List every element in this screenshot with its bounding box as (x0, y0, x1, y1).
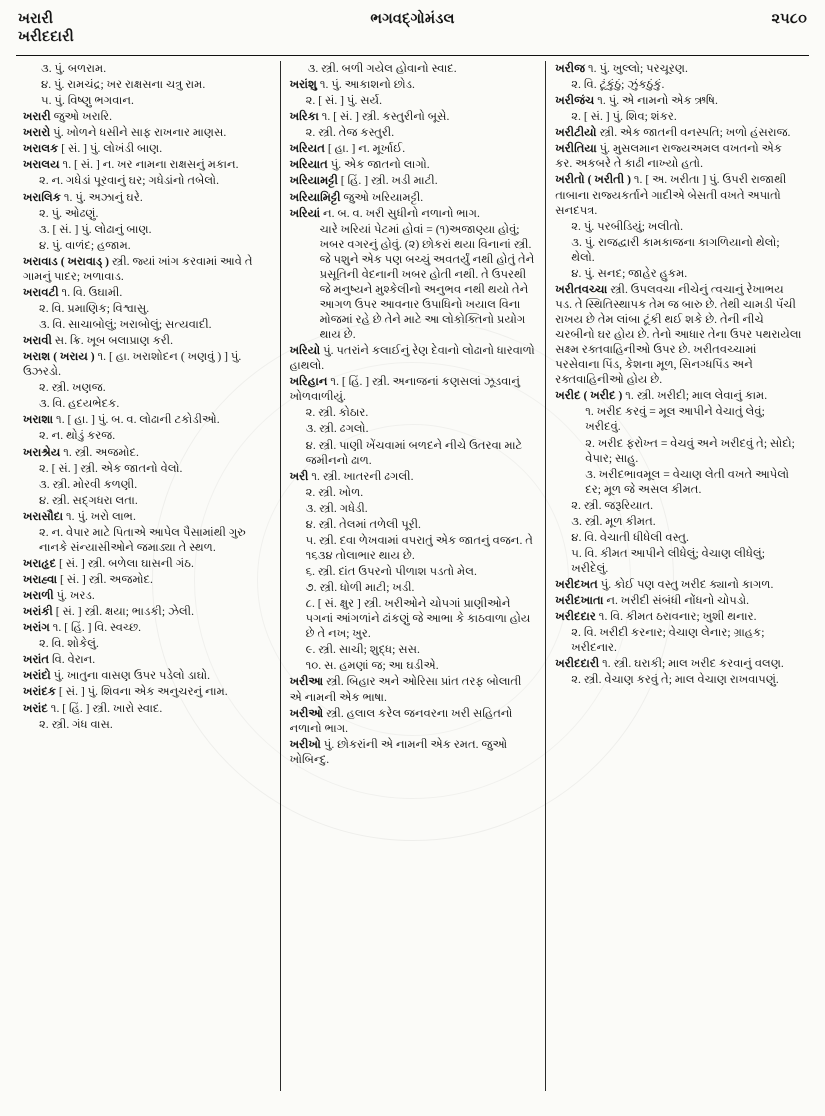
dictionary-entry (290, 469, 537, 484)
dictionary-entry (23, 349, 271, 379)
dictionary-sense: ૪. પું. સનદ; જાહેર હુકમ. (571, 266, 688, 280)
entry-text: જુઓ ખરિયામટ્ટી. (340, 190, 424, 204)
entry-text: સ્ત્રી. હલાલ કરેલ જનવરના ખરી સહિતનો નળાનો ભાગ. (289, 706, 513, 735)
dictionary-sense: ૪. સ્ત્રી. પાણી ખેંચવામાં બળદને નીચે ઉતરવા માટે જમીનનો ઢાળ. (305, 438, 523, 467)
dictionary-sense: ૨. ન. થોડું કરજ. (39, 429, 116, 443)
columns-container (14, 61, 811, 1091)
dictionary-sense: ૪. પું. વાળંદ; હજામ. (39, 238, 131, 252)
entry-text: ૧. પું. અઝાનું ઘરે. (60, 190, 143, 204)
entry-text: ૧. સ્ત્રી. ખરીદી; માલ લેવાનું કામ. (622, 389, 768, 403)
dictionary-sense: ૨. ખરીદ ફરોખ્ત = વેચવું અને ખરીદવું તે; સોદો; વેપાર; સાહુ. (585, 436, 795, 465)
dictionary-entry (23, 588, 271, 603)
dictionary-entry (23, 509, 271, 524)
entry-text: ૧. વિ. ઉઘામી. (58, 285, 123, 299)
entry-text: ૧. [ હા. ] પું. બ. વ. લોઢાની ટકોડીઓ. (53, 413, 220, 427)
dictionary-sense: ૨. સ્ત્રી. ગંધ વાસ. (39, 717, 113, 731)
dictionary-sense: ૨. સ્ત્રી. કોઠાર. (305, 406, 369, 420)
headword: ખરાશા (23, 413, 54, 427)
headword: ખરીજ (555, 62, 586, 75)
headword: ખરીદદારી (555, 657, 600, 671)
dictionary-entry (23, 684, 271, 699)
dictionary-sense: ૨. સ્ત્રી. જરૂરિયાત. (571, 498, 654, 512)
header-left (18, 10, 278, 46)
dictionary-sense: ૪. પું. રામચંદ્ર; ખર રાક્ષસના ચત્રુ રામ. (41, 78, 206, 92)
dictionary-entry (555, 388, 802, 403)
dictionary-entry (290, 173, 537, 188)
headword: ખરાવી (23, 334, 52, 348)
headword: ખરીદદાર (555, 610, 596, 624)
dictionary-sense: ૨. [ સં. ] પું. સર્ય. (305, 94, 383, 108)
headword: ખરાંગ (23, 621, 50, 635)
entry-text: ૧. સ્ત્રી. ઘરાકી; માલ ખરીદ કરવાનું વલણ. (599, 657, 784, 671)
headword: ખરાવાડ ( ખરાવાડ્ ) (23, 254, 110, 268)
dictionary-sense: ૩. પું. રાજદ્વારી કામકાજના કાગળિયાનો થેલો; થેલો. (571, 235, 780, 264)
dictionary-entry (555, 93, 802, 108)
dictionary-entry (23, 190, 271, 205)
dictionary-entry (555, 577, 802, 592)
dictionary-sense: ૨. વિ. ટૂંકુંઠું; ઝુંકઠુંકું. (571, 78, 665, 92)
entry-text: સ્ત્રી. જ્યાં ખાંગ કરવામાં આવે તે ગામનું પાદર; ખળાવાડ. (23, 254, 253, 283)
dictionary-sense: ૨. વિ. પ્રમાણિક; વિશ્વાસુ. (39, 301, 150, 315)
dictionary-sense: ૩. [ સં. ] પું. લોઢાનું બાણ. (39, 222, 152, 236)
dictionary-sense: ૨. ન. વેપાર માટે પિતાએ આપેલ પૈસામાંથી ગુરુ નાનકે સંન્યાસીઓને જમાડ્યા તે સ્થળ. (39, 525, 246, 554)
entry-text: [ સં. ] સ્ત્રી. બળેલા ઘાસની ગંઠ. (56, 556, 194, 570)
headword: ખરાળી (23, 589, 54, 603)
headword: ખરીદખાતા (555, 594, 604, 608)
column-2 (280, 61, 546, 1091)
entry-text: ૧. પું. ખુલ્લો; પરચૂરણ. (585, 62, 688, 75)
dictionary-sense: ૩. સ્ત્રી. ઢગલો. (305, 422, 369, 436)
column-3 (545, 61, 811, 1091)
dictionary-entry (23, 572, 271, 587)
dictionary-sense: ૩. સ્ત્રી. મોરવી કળણી. (39, 477, 138, 491)
entry-text: પું. કોઈ પણ વસ્તુ ખરીદ ક્યાનો કાગળ. (597, 578, 774, 592)
dictionary-entry (23, 125, 271, 140)
dictionary-entry (290, 674, 537, 704)
entry-text: પું. ખાતુના વાસણ ઉપર પડેલો ડાઘો. (50, 669, 211, 683)
dictionary-sense: ૩. વિ. હદયભેદક. (39, 397, 120, 411)
headword: ખરિયામટ્ટી (289, 174, 338, 188)
entry-text: પું. ખરડ. (53, 589, 95, 603)
headword: ખરિયાત (289, 158, 328, 172)
dictionary-entry (23, 254, 271, 284)
dictionary-sense: ૫. સ્ત્રી. દવા ળેખવામાં વપરાતું એક જાતનું વજન. તે ૧૬૩૪ તોલાભાર થાય છે. (305, 533, 533, 562)
headword: ખરાંદ (23, 701, 48, 715)
dictionary-sense: ૬. સ્ત્રી. દાંત ઉપરનો પીળાશ પડતો મેલ. (305, 565, 477, 578)
dictionary-sense: ૨. વિ. ખરીદી કરનાર; વેચાણ લેનાર; ગ્રાહક; ખરીદનાર. (571, 626, 765, 655)
dictionary-entry (23, 701, 271, 716)
entry-text: ૧. સ્ત્રી. ખાતરની ઢગલી. (308, 469, 414, 483)
page-number: ૨૫૮૦ (771, 11, 807, 27)
entry-text: [ સં. ] પું. લોખંડી બાણ. (58, 142, 163, 156)
headword: ખરાશ્રેય (23, 445, 61, 459)
dictionary-sense: ૨. પું. પરબીડિયું; ખલીતો. (571, 219, 684, 233)
dictionary-entry (555, 61, 802, 76)
dictionary-entry (290, 141, 537, 156)
headword: ખરીદ ( ખરીદ ) (555, 389, 623, 403)
entry-text: ૧. પું. ખરો લાભ. (63, 509, 136, 523)
entry-text: [ હા. ] ન. મૂર્ખાઈ. (324, 142, 406, 156)
header-title: ભગવદ્ગોમંડલ (370, 11, 455, 27)
dictionary-sense: ૫. પું. વિષ્ણુ ભગવાન. (41, 94, 134, 108)
entry-text: પું. એક જાતનો લાગો. (327, 158, 430, 172)
entry-text: વિ. વેરાન. (49, 653, 96, 667)
entry-text: [ હિં. ] સ્ત્રી. ખડી માટી. (337, 174, 438, 188)
dictionary-entry (290, 343, 537, 373)
dictionary-entry (23, 620, 271, 635)
headword: ખરીતો ( ખરીતી ) (555, 173, 631, 187)
headword: ખરિયો (289, 344, 321, 358)
entry-text: ૧. [ સં. ] ન. ખર નામના રાક્ષસનું મકાન. (59, 158, 239, 172)
headword: ખરીખો (289, 737, 321, 751)
headword: ખરિયાં (289, 206, 321, 220)
dictionary-entry (555, 125, 802, 140)
entry-text: ૧. [ હા. ખરાશોદન ( ખણવું ) ] પું. ઉઝરડો. (23, 350, 242, 379)
headword: ખરિયત (289, 142, 325, 156)
entry-text: ૧. પું. એ નામનો એક ઋષિ. (594, 94, 718, 108)
dictionary-entry (23, 141, 271, 156)
dictionary-sense: ૩. પું. બળરામ. (41, 62, 107, 75)
header-guideword-second: ખરીદદારી (18, 29, 74, 46)
headword: ખરારી (23, 110, 51, 124)
dictionary-sense: ચારે ખરિયાં પેટમાં હોવાં = (૧)અજાણ્યા હોવું; ખબર વગરનું હોવું. (૨) છોકરાં થયા વિનાનાં સ્ત્રી. જે પશુને એક પણ બચ્ચું અવતર્યું નથી હોતું તેને પ્રસૂતિની વેદનાની ખબર હોતી નથી. તે ઉપરથી જે મનુષ્યને મુશ્કેલીનો અનુભવ નથી થયો તેને આગળ ઉપર આવનાર ઉપાધિનો ખયાલ વિના મોજમાં રહે છે તેને માટે આ લોકોક્તિનો પ્રયોગ થાય છે. (319, 222, 535, 342)
header-guideword-first: ખરારી (18, 11, 54, 27)
dictionary-sense: ૨. પું. ઓઢણું. (39, 206, 99, 220)
headword: ખરાવટી (23, 285, 59, 299)
entry-text: ૧. પું. આકાશનો છોડ. (316, 78, 415, 92)
dictionary-entry (290, 190, 537, 205)
headword: ખરિયામિટ્ટી (289, 190, 341, 204)
headword: ખરારો (23, 126, 51, 140)
dictionary-entry (555, 282, 802, 387)
entry-text: [ સં. ] પું. શિવના એક અનુચરનું નામ. (56, 685, 228, 699)
headword: ખરીઆ (289, 675, 324, 689)
dictionary-sense: ૮. [ સં. ક્ષુર ] સ્ત્રી. ખરીઓને ચોપગાં પ્રાણીઓને પગનાં આંગળાંને ઢાંકણું જે આભા કે કાઠવાળા હોય છે તે નખ; ખુર. (305, 597, 531, 641)
headword: ખરાલિક (23, 190, 61, 204)
headword: ખરીજંચ (555, 94, 595, 108)
headword: ખરાહૃદ (23, 556, 57, 570)
dictionary-entry (23, 333, 271, 348)
entry-text: ૧. સ્ત્રી. અજમોદ. (60, 445, 139, 459)
dictionary-entry (290, 706, 537, 736)
headword: ખરીતવચ્ચા (555, 282, 608, 296)
dictionary-sense: ૨. સ્ત્રી. ખોળ. (305, 485, 364, 499)
dictionary-entry (23, 412, 271, 427)
entry-text: ૧. [ અ. ખરીતા ] પું. ઉપરી રાજાથી તાબાના રાજ્યકર્તાને ગાદીએ બેસતી વખતે અપાતો સનદપત્ર. (555, 173, 787, 217)
entry-text: ન. ખરીદી સંબંધી નોંધનો ચોપડો. (603, 594, 749, 608)
entry-text: જુઓ ખરારિ. (50, 110, 113, 124)
dictionary-sense: ૪. સ્ત્રી. તેલમાં તળેલી પૂરી. (305, 517, 421, 531)
entry-text: ૧. [ હિં. ] વિ. સ્વચ્છ. (49, 621, 142, 635)
headword: ખરિકા (289, 110, 319, 124)
dictionary-entry (23, 157, 271, 172)
dictionary-sense: ૨. [ સં. ] પું. શિવ; શંકર. (571, 110, 677, 124)
dictionary-entry (23, 556, 271, 571)
headword: ખરાસૌદા (23, 509, 64, 523)
headword: ખરાહ્વા (23, 573, 58, 586)
dictionary-sense: ૨. [ સં. ] સ્ત્રી. એક જાતનો વેલો. (39, 461, 183, 475)
headword: ખરાશ ( ખરાય ) (23, 350, 95, 364)
entry-text: પું. છોકરાંની એ નામની એક રમત. જુઓ ખોબિન્દુ. (289, 737, 508, 766)
headword: ખરીઓ (289, 706, 324, 720)
page-header (14, 10, 811, 52)
dictionary-entry (555, 656, 802, 671)
entry-text: ૧. [ હિં. ] સ્ત્રી. અનાજનાં કણસલાં ઝૂડવાનું ખોળવાળીયું. (289, 375, 520, 404)
dictionary-sense: ૨. વિ. શોકેલું. (39, 637, 99, 651)
dictionary-entry (555, 172, 802, 217)
entry-text: પું. મુસલમાન રાજ્યઅમલ વખતનો એક કર. અકબરે તે કાઢી નાખ્યો હતો. (555, 142, 783, 171)
headword: ખરાંશુ (289, 78, 317, 92)
dictionary-sense: ૩. સ્ત્રી. ગધેડી. (305, 501, 368, 515)
entry-text: સ. ક્રિ. ખૂબ બલાપ્રાણ કરી. (51, 334, 174, 348)
entry-text: ૧. [ હિં. ] સ્ત્રી. ખારો સ્વાદ. (47, 701, 163, 715)
dictionary-sense: ૩. સ્ત્રી. મૂળ કીમત. (571, 514, 656, 528)
entry-text: ન. બ. વ. ખરી સુધીનો નળાનો ભાગ. (320, 206, 480, 220)
headword: ખરાંદક (23, 685, 57, 699)
dictionary-entry (23, 668, 271, 683)
dictionary-entry (23, 604, 271, 619)
headword: ખરીદખત (555, 578, 598, 592)
dictionary-sense: ૩. ખરીદભાવમૂલ = વેચાણ લેતી વખતે આપેલો દર; મૂળ જે અસલ કીમત. (585, 467, 789, 496)
headword: ખરાંકી (23, 605, 53, 619)
dictionary-entry (23, 285, 271, 300)
entry-text: સ્ત્રી. બિહાર અને ઓરિસા પ્રાંત તરફ બોલાતી એ નામની એક ભાષા. (289, 675, 522, 704)
entry-text: પું. ખોળને ધસીને સાફ રાખનાર માણસ. (50, 126, 227, 140)
dictionary-sense: ૧૦. સ. હમણાં જ; આ ઘડીએ. (305, 659, 439, 673)
dictionary-entry (555, 593, 802, 608)
dictionary-sense: ૨. ન. ગધેડાં પૂરવાનું ઘર; ગધેડાંનો તબેલો. (39, 174, 219, 188)
dictionary-entry (290, 77, 537, 92)
dictionary-entry (290, 374, 537, 404)
dictionary-sense: ૪. સ્ત્રી. સદ્ગધરા લતા. (39, 493, 138, 507)
headword: ખરીતિયા (555, 142, 597, 156)
dictionary-entry (555, 141, 802, 171)
entry-text: પું. પતરાંને કલાઈનું રેણ દેવાનો લોઢાનો ધારવાળો હાથલો. (289, 344, 535, 373)
dictionary-entry (290, 737, 537, 767)
headword: ખરાલય (23, 158, 60, 172)
dictionary-sense: ૨. સ્ત્રી. ખણજ. (39, 381, 106, 395)
entry-text: ૧. વિ. કીમત ઠરાવનાર; ખુશી થનાર. (595, 610, 757, 624)
dictionary-sense: ૩. સ્ત્રી. બળી ગયેલ હોવાનો સ્વાદ. (307, 62, 457, 75)
headword: ખરીટીયો (555, 126, 597, 140)
dictionary-entry (23, 445, 271, 460)
headword: ખરી (289, 469, 309, 483)
dictionary-sense: ૨. સ્ત્રી. તેજ કસ્તુરી. (305, 126, 395, 140)
headword: ખરાંત (23, 653, 50, 667)
dictionary-sense: ૧. ખરીદ કરવું = મૂલ આપીને વેચાતું લેવું; ખરીદવું. (585, 405, 765, 434)
entry-text: [ સં. ] સ્ત્રી. ક્ષયા; ભાડકી; ઝેલી. (52, 605, 195, 619)
header-rule (16, 55, 809, 56)
dictionary-sense: ૫. વિ. કીમત આપીને લીધેલું; વેચાણ લીધેલું; ખરીદેલું. (571, 546, 765, 575)
dictionary-entry (290, 109, 537, 124)
dictionary-entry (23, 109, 271, 124)
dictionary-sense: ૭. સ્ત્રી. ધોળી માટી; ખડી. (305, 581, 415, 595)
dictionary-entry (23, 652, 271, 667)
dictionary-entry (290, 206, 537, 221)
entry-text: સ્ત્રી. એક જાતની વનસ્પતિ; ખળો હંસરાજ. (596, 126, 791, 140)
entry-text: સ્ત્રી. ઉપલવચા નીચેનું ત્વચાનું રેખાભય પડ. તે સ્થિતિસ્થાપક તેમ જ બારુ છે. તેથી ચામડી પૅંચી રાખય છે તેમ લાંબા ટૂંકી થઈ શકે છે. તેની નીચે ચરબીનો ઘર હોય છે. તેનો આધાર તેના ઉપર પથરાયેલા સક્ષ્મ રક્તવાહિનીઓ ઉપર છે. ખરીતવચ્ચામાં પરસેવાના પિંડ, કેશના મૂળ, સિનગ્ધપિંડ અને રક્તવાહિનીઓ હોય છે. (555, 282, 802, 387)
headword: ખરાલક (23, 142, 59, 156)
column-1 (14, 61, 280, 1091)
dictionary-sense: ૩. વિ. સાચાબોલું; ખરાબોલું; સત્યવાદી. (39, 318, 212, 331)
dictionary-sense: ૯. સ્ત્રી. સાચી; શુદ્ધ; સસ. (305, 643, 420, 657)
entry-text: ૧. [ સં. ] સ્ત્રી. કસ્તુરીનો બૂસે. (318, 110, 450, 124)
headword: ખરાંદો (23, 669, 51, 683)
dictionary-sense: ૪. વિ. વેચાતી ધીધેલી વસ્તુ. (571, 530, 689, 544)
entry-text: [ સં. ] સ્ત્રી. અજમોદ. (57, 573, 153, 586)
headword: ખરિહાન (289, 375, 328, 389)
dictionary-entry (290, 157, 537, 172)
dictionary-entry (555, 609, 802, 624)
dictionary-sense: ૨. સ્ત્રી. વેચાણ કરવું તે; માલ વેચાણ રાખવાપણું. (571, 673, 779, 687)
